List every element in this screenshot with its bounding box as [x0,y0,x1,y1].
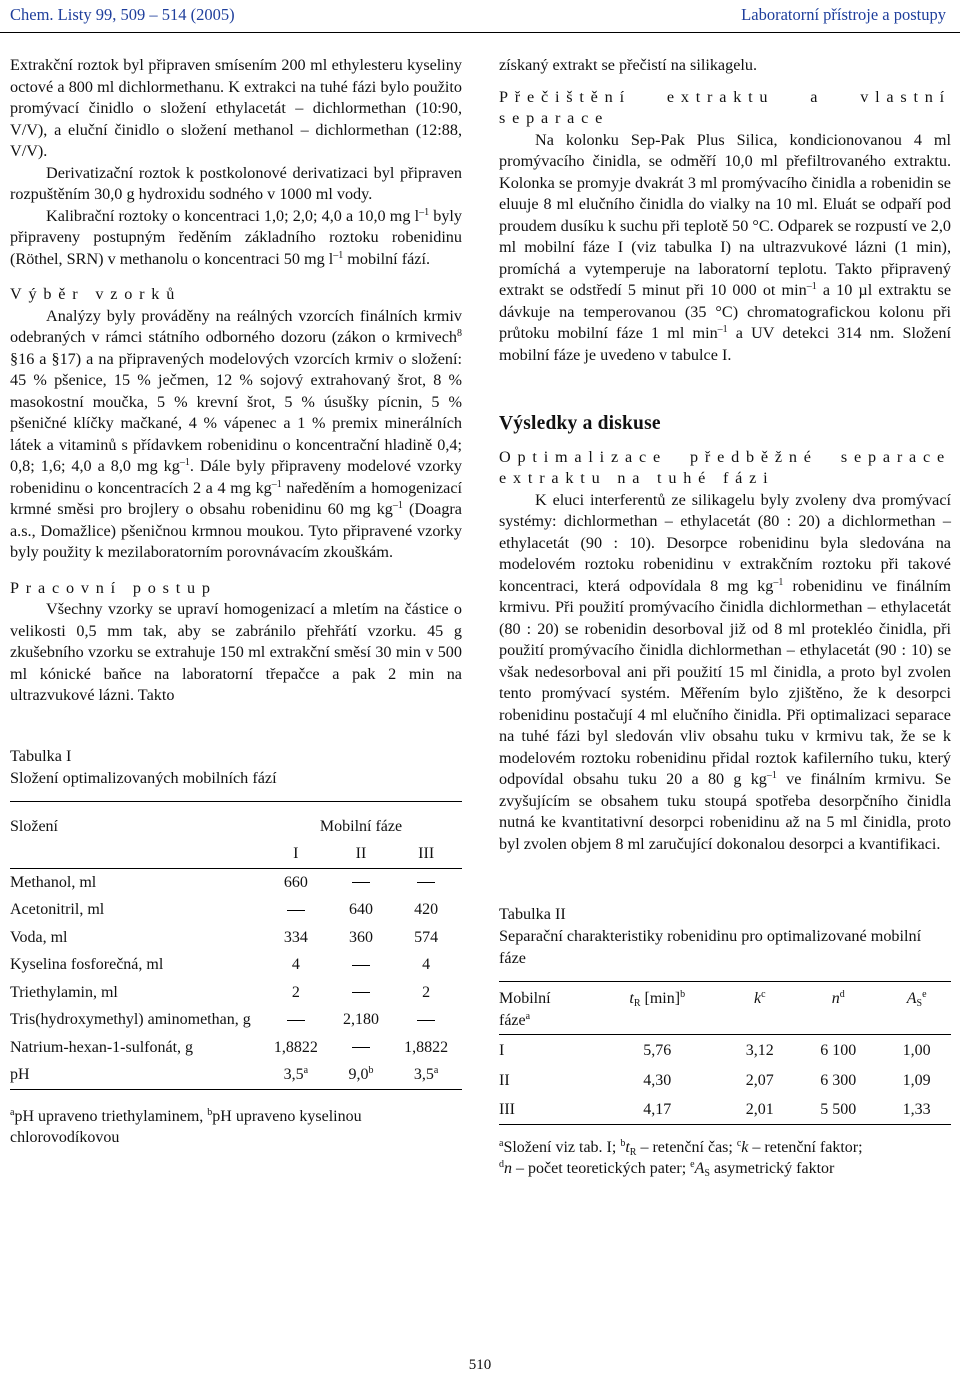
table1-phase-head: II [355,845,367,862]
paragraph-samples: Analýzy byly prováděny na reálných vzorcích finálních krmiv odebraných v rámci státního odborného dozoru (zákon o krmivech$^8$ §16 a §17) a na připravených modelových vzorcích krmiv o složení: 45 % pšenice, 15 % ječmen, 12 % sojový extrahovaný šrot, 8 % masokostní moučka, 5 % krevní šrot, 5 % úsušky pícnin, 5 % pšeničné klíčky mačkané, 4 % vápenec a 1 % premix minerálních látek a vitaminů s přídavkem robenidinu o koncentrační hladině 0,4; 0,8; 1,6; 4,0 a 8,0 mg $kg^{-1}$. Dále byly připraveny modelové vzorky robenidinu o koncentracích 2 a 4 mg $kg^{-1}$ naředěním a homogenizací krmné směsi pro brojlery o obsahu robenidinu 60 mg $kg^{-1}$ (Doagra a.s., Domažlice) pšeničnou krmnou moukou. Tyto připravené vzorky byly použity k mezilaboratorním porovnávacím zkouškám. [10,306,463,561]
left-column [10,55,462,1148]
table1-caption [10,745,462,789]
paragraph-calibration: Kalibrační roztoky o koncentraci 1,0; 2,0; 4,0 a 10,0 mg $l^{-1}$ byly připraveny postupným ředěním základního roztoku robenidinu (Röthel, SRN) v methanolu o koncentraci 50 mg $l^{-1}$ mobilní fází. [10,206,463,268]
paragraph-continuation: získaný extrakt se přečistí na silikagelu. [499,56,758,74]
table1-cell: 2 [422,983,431,1001]
table1-cell [332,868,391,896]
table-row [499,1094,951,1124]
table2-cell: 5 500 [820,1101,857,1118]
table1-ph-value: 9,0$^b$ [348,1065,374,1083]
table2-label: Tabulka II [499,905,566,923]
table1-title: Složení optimalizovaných mobilních fází [10,768,277,787]
table2-cell: 2,07 [745,1071,774,1089]
table1-cell [332,951,391,979]
table1-cell: 2 [291,983,300,1001]
table1-cell [332,1034,391,1062]
table2-title: Separační charakteristiky robenidinu pro optimalizované mobilní fáze [499,927,922,967]
table2-cell: 4,30 [643,1071,672,1089]
table1-cell [260,896,332,924]
table2-footnote: $^a$Složení viz tab. I; $^bt_R$ – retenční čas; $^c$k – retenční faktor; $^d$n – počet teoretických pater; $^eA_S$ asymetrický faktor [499,1137,863,1179]
table1-label: Tabulka I [10,746,72,765]
page-number: 510 [468,1357,492,1373]
table-row [10,1006,462,1034]
table1-ph-label: pH [10,1066,30,1083]
table1-row-label: Voda, ml [10,928,68,946]
heading-purification: Přečištění extraktu a vlastní separace [499,87,951,127]
table1-group-head: Mobilní fáze [319,817,403,835]
table2-head-k: $k^c$ [754,989,766,1007]
dash-mark [287,910,305,911]
heading-procedure: Pracovní postup [10,578,217,597]
table1-row-label: Acetonitril, ml [10,901,105,918]
table2-cell: I [499,1042,505,1059]
table2-head-n: $n^d$ [831,989,845,1007]
paragraph-purification: Na kolonku Sep-Pak Plus Silica, kondicionovanou 4 ml promývacího činidla, se odměří 10,0 ml přefiltrovaného extraktu. Kolonka se promyje dvakrát 3 ml promývacího činidla a robenidin se eluuje 8 ml elučního činidla do vialky na 10 ml. Eluát se odpaří pod proudem dusíku k suchu při teplotě 50 °C. Odparek se rozpustí ve 2,0 ml mobilní fáze I (viz tabulka I) na ultrazvukové lázni (1 min), promíchá a vytemperuje na laboratorní teplotu. Takto připravený extrakt se odstředí 5 minut při 10 000 ot $\min^{-1} a$ 10 µl extraktu se dávkuje na temperovanou (35 °C) chromatografickou kolonu při průtoku mobilní fáze 1 ml $\min^{-1} a$ UV detekci 314 nm. Složení mobilní fáze je uvedeno v tabulce I. [499,130,952,364]
table1-phase-head: III [418,845,435,862]
table-row [10,1061,462,1089]
table1-cell: 660 [283,873,308,891]
table1-cell: 334 [283,928,308,946]
running-header [0,2,960,33]
table2-cell: 2,01 [745,1101,774,1118]
dash-mark [352,882,370,883]
table1-cell: 574 [414,928,439,946]
table2-cell: 6 300 [820,1071,857,1089]
right-column [499,55,951,1179]
table2-cell: 1,00 [902,1042,931,1059]
table1-cell: 1,8822 [404,1038,449,1056]
table1-cell: 1,8822 [273,1038,318,1056]
table2-cell: 3,12 [745,1042,774,1059]
table1-cell: 4 [291,956,300,973]
table2-cell: II [499,1071,510,1089]
heading-optimization: Optimalizace předběžné separace extraktu na tuhé fázi [499,447,951,487]
paragraph-procedure: Všechny vzorky se upraví homogenizací a mletím na částice o velikosti 0,5 mm tak, aby se zabránilo přehřátí vzorku. 45 g zkušebního vzorku se extrahuje 150 ml extrakční směsí 30 min v 500 ml kónické baňce na laboratorní třepačce a pak 2 min na ultrazvukové lázni. Takto [10,600,462,704]
dash-mark [287,1020,305,1021]
table2-head-phase: Mobilní fáze$^a$ [499,990,551,1029]
table1-cell [390,868,462,896]
table-row [499,1035,951,1065]
table2-cell: 1,33 [902,1101,931,1118]
table-row [10,896,462,924]
table1-footnote: $^a$pH upraveno triethylaminem, $^b$pH upraveno kyselinou chlorovodíkovou [10,1106,362,1146]
table1-row-label: Methanol, ml [10,873,97,891]
table2-head-tr: $t_R$ $[\min]^b$ [629,989,686,1009]
table1-cell: 2,180 [342,1011,379,1028]
table-row [10,951,462,979]
table-row [10,924,462,952]
table-row [499,1065,951,1095]
paragraph-derivatization: Derivatizační roztok k postkolonové derivatizaci byl připraven rozpuštěním 30,0 g hydroxidu sodného v 1000 ml vody. [10,163,462,203]
table1-cell [332,979,391,1007]
table1-cell [260,1006,332,1034]
table1 [10,801,462,1090]
table1-cell [390,1006,462,1034]
table2-cell: 4,17 [643,1101,672,1118]
table2-cell: 6 100 [820,1042,857,1059]
table1-col-head: Složení [10,817,58,835]
table1-ph-value: 3,5$^a$ [283,1065,309,1083]
table2-cell: III [499,1101,515,1118]
table-row [10,1034,462,1062]
table2-head-as: $A_S^e$ [906,989,927,1009]
heading-results: Výsledky a diskuse [499,413,661,434]
table-row [10,979,462,1007]
table1-phase-head: I [293,845,299,862]
table2-caption [499,903,951,969]
table1-row-label: Natrium-hexan-1-sulfonát, g [10,1038,194,1056]
table2-cell: 5,76 [643,1042,672,1059]
table1-cell: 420 [414,901,439,918]
table1-cell: 640 [348,901,373,918]
table1-cell: 4 [422,956,431,973]
paragraph-extraction: Extrakční roztok byl připraven smísením 200 ml ethylesteru kyseliny octové a 800 ml dichlormethanu. K extrakci na tuhé fázi bylo použito promývací činidlo o složení ethylacetát – dichlormethan (10:90, V/V), a eluční činidlo o složení methanol – dichlormethan (12:88, V/V). [10,56,462,160]
table2-cell: 1,09 [902,1071,931,1089]
section-title: Laboratorní přístroje a postupy [741,5,946,24]
table-row [10,868,462,896]
dash-mark [352,1047,370,1048]
table1-row-label: Tris(hydroxymethyl) aminomethan, g [10,1011,251,1028]
dash-mark [417,882,435,883]
dash-mark [352,965,370,966]
paragraph-optimization: K eluci interferentů ze silikagelu byly zvoleny dva promývací systémy: dichlormethan – ethylacetát (80 : 20) a dichlormethan – ethylacetát (90 : 10). Desorpce robenidinu byla sledována na modelovém roztoku robenidinu v extrakčním roztoku při takové koncentraci, která odpovídala 8 mg $kg^{-1}$ robenidinu ve finálním krmivu. Při použití promývacího činidla dichlormethan – ethylacetát (80 : 20) se robenidin desorboval již od 8 ml protekléo činidla, při použití promývacího činidla dichlormethan – ethylacetát (90 : 10) se však nedesorboval ani při použití 15 ml činidla, a proto byl zvolen tento promývací systém. Měřením bylo zjištěno, že k desorpci robenidinu postačují 4 ml elučního činidla. Při optimalizaci separace na tuhé fázi byl sledován vliv obsahu tuku v krmivu tak, že se k modelovém roztoku robenidinu přidal roztok kafilerního tuku, který odpovídal obsahu tuku 20 a 80 g $kg^{-1}$ ve finálním krmivu. Se zvyšujícím se obsahem tuku stoupá spotřeba desorpčního činidla nutná ke kvantitativní desorpci robenidinu až na 5 ml činidla, proto byl zvolen objem 8 ml zaručující dokonalou desorpci a kvantifikaci. [499,490,951,853]
journal-citation: Chem. Listy 99, 509 – 514 (2005) [10,5,235,24]
heading-sample-selection: Výběr vzorků [10,285,182,303]
table2 [499,981,951,1125]
dash-mark [417,1020,435,1021]
table1-cell: 360 [348,928,373,946]
table1-ph-value: 3,5$^a$ [413,1065,439,1083]
table1-row-label: Triethylamin, ml [10,983,118,1001]
table1-row-label: Kyselina fosforečná, ml [10,956,164,973]
dash-mark [352,992,370,993]
